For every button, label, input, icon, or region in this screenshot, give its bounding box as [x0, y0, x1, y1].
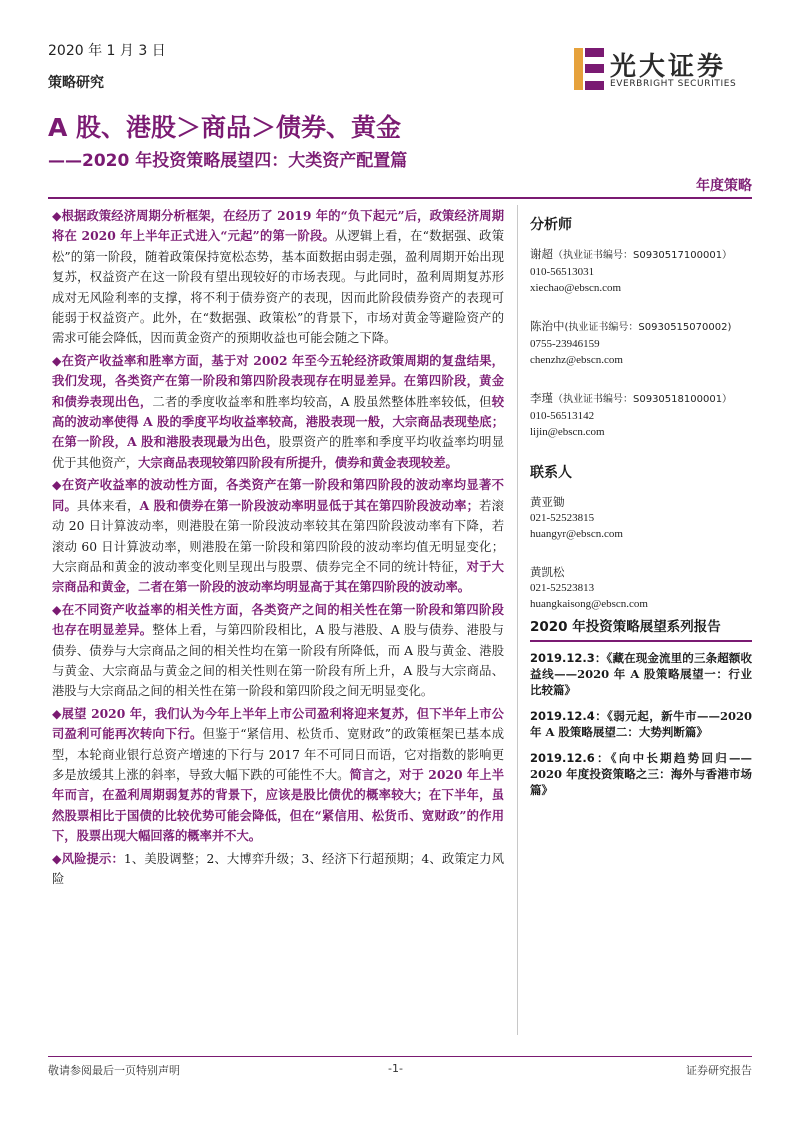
- diamond-bullet-icon: ◆: [52, 209, 62, 223]
- analyst-card: [530, 318, 752, 368]
- analyst-card: [530, 246, 752, 296]
- analyst-license: （执业证书编号：S0930517100001）: [553, 250, 733, 261]
- company-logo: [572, 46, 762, 94]
- analyst-name: 谢超: [530, 247, 553, 261]
- page-number: -1-: [388, 1062, 403, 1075]
- analyst-phone: 010-56513142: [530, 410, 595, 422]
- logo-name: 光大证券: [610, 52, 727, 82]
- series-report-date: 2019.12.3：: [530, 651, 607, 665]
- analyst-license: (执业证书编号：S0930515070002): [564, 322, 732, 333]
- diamond-bullet-icon: ◆: [52, 851, 62, 866]
- summary-paragraph-5: ◆展望 2020 年，我们认为今年上半年上市公司盈利将迎来复苏，但下半年上市公司盈利可能再次转向下行。但鉴于“紧信用、松货币、宽财政”的政策框架已基本成型，本轮商业银行总资产增速的下行与 2017 年不可同日而语，它对指数的影响更多是放缓其上涨的斜率，导致大幅下跌的可能性不大。简言之，对于 2020 年上半年而言，在盈利周期弱复苏的背景下，应该是股比债优的概率较大；在下半年，虽然股票相比于国债的比较优势可能会降低，但在“紧信用、松货币、宽财政”的作用下，股票出现大幅回落的概率并不大。: [52, 705, 504, 844]
- summary-paragraph-3: ◆在资产收益率的波动性方面，各类资产在第一阶段和第四阶段的波动率均显著不同。具体来看，A 股和债券在第一阶段波动率明显低于其在第四阶段波动率；若滚动 20 日计算波动率，则港股在第一阶段波动率较其在第四阶段波动率有下降，若滚动 60 日计算波动率，则港股在第一阶段和第四阶段的波动率均值无明显变化；大宗商品和黄金的波动率变化则呈现出与股票、债券完全不同的统计特征，对于大宗商品和黄金，二者在第一阶段的波动率均明显高于其在第四阶段的波动率。: [52, 477, 504, 595]
- summary-paragraph-4: ◆在不同资产收益率的相关性方面，各类资产之间的相关性在第一阶段和第四阶段也存在明显差异。整体上看，与第四阶段相比，A 股与港股、A 股与债券、港股与债券、债券与大宗商品之间的相关性均在第一阶段有所降低，而 A 股与黄金、港股与黄金、大宗商品与黄金之间的相关性则在第一阶段有所上升，A 股与大宗商品、港股与大宗商品之间的相关性在第一阶段和第四阶段之间无明显变化。: [52, 601, 504, 699]
- analyst-phone: 0755-23946159: [530, 338, 600, 350]
- series-report-date: 2019.12.4：: [530, 709, 608, 723]
- analyst-card: [530, 390, 752, 440]
- summary-paragraph-1: ◆根据政策经济周期分析框架，在经历了 2019 年的“负下起元”后，政策经济周期将在 2020 年上半年正式进入“元起”的第一阶段。从逻辑上看，在“数据强、政策松”的第一阶段，随着政策保持宽松态势，基本面数据由弱走强，盈利周期开始出现复苏，权益资产在这一阶段有望出现较好的市场表现。与此同时，盈利周期复苏形成对无风险利率的支撑，将不利于债券资产的表现，因而此阶段债券资产的表现可能弱于权益资产。此外，在“数据强、政策松”的背景下，市场对黄金等避险资产的需求可能会降低，因而黄金资产的预期收益也可能会随之下降。: [52, 208, 504, 346]
- report-type: 年度策略: [696, 178, 752, 194]
- analyst-name: 陈治中: [530, 319, 565, 333]
- contact-card: [530, 494, 752, 542]
- column-divider: [517, 205, 518, 1035]
- contact-phone: 021-52523815: [530, 512, 595, 524]
- series-report-title: 《向中长期趋势回归——2020 年度投资策略之三：海外与香港市场篇》: [530, 751, 753, 797]
- footer-disclaimer: 敬请参阅最后一页特别声明: [48, 1064, 180, 1077]
- contact-phone: 021-52523813: [530, 582, 595, 594]
- contact-email[interactable]: huangyr@ebscn.com: [530, 528, 623, 540]
- logo-mark-icon: [572, 46, 606, 92]
- report-subtitle: ——2020 年投资策略展望四：大类资产配置篇: [48, 151, 408, 171]
- summary-body: [52, 206, 504, 891]
- series-heading: 2020 年投资策略展望系列报告: [530, 619, 721, 635]
- report-title: A 股、港股＞商品＞债券、黄金: [48, 113, 402, 142]
- footer-rule: [48, 1056, 752, 1057]
- analyst-email[interactable]: chenzhz@ebscn.com: [530, 354, 623, 366]
- diamond-bullet-icon: ◆: [52, 706, 62, 721]
- analyst-name: 李瑾: [530, 391, 553, 405]
- contact-email[interactable]: huangkaisong@ebscn.com: [530, 598, 648, 610]
- contacts-heading: 联系人: [530, 465, 572, 481]
- contact-name: 黄亚锄: [530, 495, 565, 509]
- series-list: [530, 650, 752, 808]
- series-report-title: 《弱元起，新牛市——2020 年 A 股策略展望二：大势判断篇》: [530, 709, 752, 739]
- summary-paragraph-2: ◆在资产收益率和胜率方面，基于对 2002 年至今五轮经济政策周期的复盘结果，我们发现，各类资产在第一阶段和第四阶段表现存在明显差异。在第四阶段，黄金和债券表现出色，二者的季度收益率和胜率均较高，A 股虽然整体胜率较低，但较高的波动率使得 A 股的季度平均收益率较高，港股表现一般，大宗商品表现垫底；在第一阶段，A 股和港股表现最为出色，股票资产的胜率和季度平均收益率均明显优于其他资产，大宗商品表现较第四阶段有所提升，债券和黄金表现较差。: [52, 352, 504, 470]
- header-rule: [48, 197, 752, 199]
- analyst-phone: 010-56513031: [530, 266, 595, 278]
- series-report-item: [530, 650, 752, 698]
- report-date: 2020 年 1 月 3 日: [48, 43, 166, 59]
- logo-english-name: EVERBRIGHT SECURITIES: [610, 79, 737, 89]
- footer-report-label: 证券研究报告: [686, 1064, 752, 1077]
- diamond-bullet-icon: ◆: [52, 478, 62, 493]
- report-category: 策略研究: [48, 75, 104, 91]
- series-report-date: 2019.12.6：: [530, 751, 611, 765]
- diamond-bullet-icon: ◆: [52, 602, 62, 617]
- analysts-heading: 分析师: [530, 217, 572, 233]
- contact-card: [530, 564, 752, 612]
- analyst-email[interactable]: lijin@ebscn.com: [530, 426, 605, 438]
- analyst-email[interactable]: xiechao@ebscn.com: [530, 282, 622, 294]
- diamond-bullet-icon: ◆: [52, 353, 62, 368]
- series-report-title: 《藏在现金流里的三条超额收益线——2020 年 A 股策略展望一：行业比较篇》: [530, 651, 753, 697]
- series-rule: [530, 640, 752, 642]
- analyst-license: （执业证书编号：S0930518100001）: [553, 394, 733, 405]
- summary-paragraph-6: ◆风险提示：1、美股调整；2、大博弈升级；3、经济下行超预期；4、政策定力风险: [52, 850, 504, 886]
- series-report-item: [530, 708, 752, 740]
- sidebar: [530, 214, 752, 634]
- series-report-item: [530, 750, 752, 798]
- contact-name: 黄凯松: [530, 565, 565, 579]
